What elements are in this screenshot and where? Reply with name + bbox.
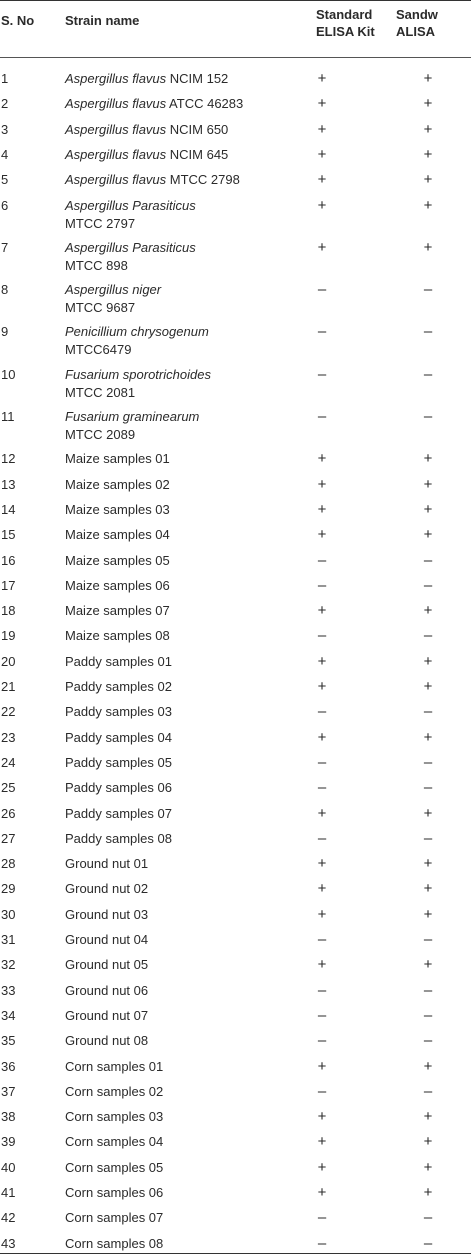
row-standard-result: + [317, 880, 327, 898]
header-sandwich-line2: ALISA [396, 24, 435, 39]
row-sandwich-result: + [423, 1184, 433, 1201]
row-sno: 9 [1, 324, 9, 340]
row-strain-name [65, 501, 305, 519]
strain-name-line1 [65, 830, 305, 848]
strain-code: Maize samples 02 [65, 476, 170, 492]
row-strain-name [65, 602, 305, 620]
strain-name-line1 [65, 982, 305, 1000]
row-sno: 42 [1, 1210, 16, 1226]
row-sno: 27 [1, 830, 16, 846]
row-sandwich-result: – [423, 829, 433, 847]
row-strain-name [65, 146, 305, 164]
row-sandwich-result: + [423, 120, 433, 138]
strain-code: Ground nut 05 [65, 957, 149, 973]
strain-species: Aspergillus Parasiticus [65, 197, 196, 213]
row-strain-name [65, 779, 305, 797]
row-strain-name [65, 956, 305, 974]
strain-name-line1 [65, 501, 305, 519]
row-strain-name [65, 906, 305, 924]
strain-code: MTCC 2798 [166, 172, 240, 188]
row-standard-result: + [317, 1184, 327, 1201]
row-standard-result: – [317, 281, 327, 299]
strain-code: NCIM 645 [166, 146, 229, 162]
row-sandwich-result: + [423, 526, 433, 544]
row-strain-name [65, 880, 305, 898]
row-strain-name [65, 1133, 305, 1151]
row-strain-name [65, 450, 305, 468]
strain-name-line1 [65, 602, 305, 620]
header-standard-line2: ELISA Kit [316, 24, 375, 39]
row-sandwich-result: + [423, 602, 433, 620]
strain-name-line2: MTCC 2089 [65, 427, 136, 442]
strain-name-line1 [65, 1133, 305, 1151]
strain-code: Corn samples 02 [65, 1083, 164, 1099]
row-strain-name [65, 627, 305, 645]
strain-name-line1 [65, 577, 305, 595]
row-sandwich-result: + [423, 196, 433, 214]
row-strain-name [65, 121, 305, 139]
strain-name-line1 [65, 754, 305, 772]
strain-name-line1 [65, 95, 305, 113]
row-standard-result: – [317, 1234, 327, 1252]
strain-species: Fusarium graminearum [65, 409, 200, 424]
row-strain-name [65, 366, 305, 402]
row-sno: 23 [1, 729, 16, 745]
strain-name-line1 [65, 323, 305, 341]
row-sandwich-result: – [423, 365, 433, 383]
row-sno: 5 [1, 172, 9, 188]
row-standard-result: + [317, 956, 327, 974]
strain-name-line1 [65, 1184, 305, 1202]
row-strain-name [65, 197, 305, 233]
row-sno: 34 [1, 1007, 16, 1023]
strain-species: Fusarium sporotrichoides [65, 366, 211, 382]
strain-name-line1 [65, 805, 305, 823]
strain-name-line1 [65, 627, 305, 645]
row-standard-result: + [317, 905, 327, 923]
row-strain-name [65, 805, 305, 823]
row-sandwich-result: + [423, 500, 433, 518]
strain-name-line1 [65, 703, 305, 721]
row-sno: 18 [1, 603, 16, 619]
row-sandwich-result: – [423, 753, 433, 771]
strain-code: Corn samples 05 [65, 1159, 164, 1175]
row-strain-name [65, 1209, 305, 1227]
strain-name-line1 [65, 552, 305, 570]
row-strain-name [65, 1184, 305, 1202]
row-standard-result: – [317, 365, 327, 383]
row-standard-result: + [317, 238, 327, 256]
row-strain-name [65, 408, 305, 444]
row-sno: 21 [1, 679, 16, 694]
row-sno: 2 [1, 96, 9, 112]
row-sandwich-result: – [423, 1082, 433, 1100]
header-standard-elisa [316, 6, 375, 40]
row-standard-result: – [317, 753, 327, 771]
row-sandwich-result: + [423, 1133, 433, 1151]
row-sno: 29 [1, 881, 16, 897]
row-sno: 33 [1, 982, 16, 998]
row-strain-name [65, 1083, 305, 1101]
header-sandwich-line1: Sandw [396, 7, 438, 22]
row-sno: 15 [1, 527, 16, 543]
row-sno: 39 [1, 1134, 16, 1150]
strain-species: Aspergillus flavus [65, 172, 167, 188]
row-sno: 41 [1, 1185, 16, 1200]
strain-code: NCIM 152 [166, 71, 229, 86]
row-sandwich-result: + [423, 238, 433, 256]
row-sandwich-result: – [423, 1209, 433, 1227]
row-sno: 3 [1, 121, 9, 137]
row-strain-name [65, 1108, 305, 1126]
row-sandwich-result: – [423, 323, 433, 341]
row-strain-name [65, 754, 305, 772]
strain-species: Aspergillus flavus [65, 121, 167, 137]
strain-name-line1 [65, 653, 305, 671]
header-sno: S. No [1, 13, 35, 28]
row-sandwich-result: – [423, 408, 433, 425]
strain-code: Corn samples 06 [65, 1185, 164, 1200]
row-standard-result: – [317, 1209, 327, 1227]
strain-name-line1 [65, 1209, 305, 1227]
row-standard-result: + [317, 120, 327, 138]
row-sno: 38 [1, 1109, 16, 1125]
row-strain-name [65, 703, 305, 721]
row-standard-result: – [317, 323, 327, 341]
row-sandwich-result: + [423, 1108, 433, 1126]
row-strain-name [65, 1159, 305, 1177]
strain-name-line1 [65, 70, 305, 88]
strain-code: Paddy samples 03 [65, 704, 172, 720]
strain-name-line2: MTCC 9687 [65, 300, 136, 316]
strain-code: Paddy samples 02 [65, 679, 172, 694]
strain-code: Paddy samples 08 [65, 830, 172, 846]
row-standard-result: + [317, 95, 327, 113]
strain-name-line2: MTCC6479 [65, 342, 132, 358]
row-standard-result: + [317, 145, 327, 163]
strain-code: Corn samples 04 [65, 1134, 164, 1150]
strain-code: Ground nut 08 [65, 1033, 149, 1049]
row-sno: 32 [1, 957, 16, 973]
row-sandwich-result: – [423, 981, 433, 999]
strain-name-line1 [65, 476, 305, 494]
row-sno: 22 [1, 704, 16, 720]
row-sandwich-result: + [423, 880, 433, 898]
row-standard-result: + [317, 652, 327, 670]
row-standard-result: + [317, 526, 327, 544]
strain-name-line1 [65, 197, 305, 215]
row-standard-result: – [317, 1082, 327, 1100]
row-standard-result: + [317, 500, 327, 518]
strain-species: Aspergillus flavus [65, 96, 167, 112]
strain-code: Ground nut 01 [65, 856, 149, 872]
row-sno: 25 [1, 780, 16, 796]
strain-name-line1 [65, 1159, 305, 1177]
row-sno: 19 [1, 628, 16, 644]
strain-name-line1 [65, 906, 305, 924]
row-standard-result: + [317, 1133, 327, 1151]
row-strain-name [65, 281, 305, 317]
row-strain-name [65, 855, 305, 873]
row-sandwich-result: – [423, 576, 433, 594]
header-strain-name: Strain name [65, 13, 140, 28]
row-sno: 36 [1, 1058, 16, 1074]
row-sno: 7 [1, 239, 9, 255]
row-standard-result: + [317, 804, 327, 822]
row-standard-result: + [317, 1108, 327, 1126]
row-sno: 35 [1, 1033, 16, 1049]
strain-name-line1 [65, 526, 305, 544]
strain-name-line1 [65, 239, 305, 257]
row-sandwich-result: + [423, 70, 433, 87]
row-sno: 12 [1, 451, 16, 467]
strain-species: Aspergillus flavus [65, 71, 167, 86]
row-standard-result: – [317, 829, 327, 847]
strain-name-line1 [65, 956, 305, 974]
strain-name-line2: MTCC 2797 [65, 215, 136, 231]
row-strain-name [65, 830, 305, 848]
row-sandwich-result: + [423, 1158, 433, 1176]
row-sandwich-result: – [423, 281, 433, 299]
strain-code: Maize samples 01 [65, 451, 170, 467]
row-sandwich-result: + [423, 95, 433, 113]
row-standard-result: – [317, 551, 327, 569]
row-strain-name [65, 1032, 305, 1050]
row-sandwich-result: – [423, 1006, 433, 1024]
row-sno: 16 [1, 552, 16, 568]
strain-code: Maize samples 04 [65, 527, 170, 543]
strain-species: Aspergillus flavus [65, 146, 167, 162]
row-strain-name [65, 1058, 305, 1076]
header-sandwich-alisa [396, 6, 438, 40]
strain-name-line1 [65, 1058, 305, 1076]
row-standard-result: + [317, 1158, 327, 1176]
row-sandwich-result: + [423, 450, 433, 468]
strain-name-line1 [65, 1032, 305, 1050]
strain-code: Paddy samples 06 [65, 780, 172, 796]
strain-name-line1 [65, 171, 305, 189]
strain-code: Ground nut 07 [65, 1007, 149, 1023]
row-strain-name [65, 653, 305, 671]
row-sno: 40 [1, 1159, 16, 1175]
strain-code: Maize samples 08 [65, 628, 170, 644]
row-strain-name [65, 729, 305, 747]
row-standard-result: + [317, 728, 327, 746]
row-sandwich-result: + [423, 678, 433, 695]
row-sandwich-result: + [423, 905, 433, 923]
row-strain-name [65, 526, 305, 544]
row-sno: 31 [1, 932, 16, 947]
row-sno: 11 [1, 409, 15, 424]
row-sno: 1 [1, 71, 9, 86]
row-sno: 43 [1, 1235, 16, 1251]
row-sno: 26 [1, 805, 16, 821]
strain-name-line2: MTCC 2081 [65, 384, 136, 400]
strain-name-line1 [65, 450, 305, 468]
strain-code: Ground nut 04 [65, 932, 149, 947]
row-sno: 8 [1, 282, 9, 298]
row-standard-result: + [317, 171, 327, 189]
row-standard-result: – [317, 576, 327, 594]
row-sandwich-result: – [423, 551, 433, 569]
strain-name-line1 [65, 1007, 305, 1025]
row-sandwich-result: + [423, 652, 433, 670]
strain-code: Ground nut 03 [65, 906, 149, 922]
row-sandwich-result: – [423, 703, 433, 721]
strain-name-line1 [65, 146, 305, 164]
strain-code: Paddy samples 01 [65, 653, 172, 669]
strain-name-line1 [65, 408, 305, 426]
row-standard-result: + [317, 196, 327, 214]
strain-code: Ground nut 02 [65, 881, 149, 897]
row-standard-result: – [317, 408, 327, 425]
row-sandwich-result: + [423, 475, 433, 493]
row-sno: 28 [1, 856, 16, 872]
row-sandwich-result: – [423, 779, 433, 797]
row-strain-name [65, 982, 305, 1000]
row-sno: 6 [1, 197, 9, 213]
row-sno: 17 [1, 577, 16, 593]
strain-code: Ground nut 06 [65, 982, 149, 998]
row-strain-name [65, 1007, 305, 1025]
top-rule [0, 0, 471, 1]
row-standard-result: – [317, 931, 327, 948]
strain-code: Corn samples 08 [65, 1235, 164, 1251]
row-sno: 20 [1, 653, 16, 669]
row-sandwich-result: + [423, 728, 433, 746]
strain-code: Corn samples 03 [65, 1109, 164, 1125]
row-standard-result: + [317, 1057, 327, 1075]
row-strain-name [65, 239, 305, 275]
row-standard-result: – [317, 1032, 327, 1050]
strain-name-line1 [65, 281, 305, 299]
strain-name-line1 [65, 855, 305, 873]
row-strain-name [65, 476, 305, 494]
row-sno: 14 [1, 501, 16, 517]
row-standard-result: + [317, 855, 327, 873]
row-standard-result: + [317, 678, 327, 695]
row-sandwich-result: + [423, 804, 433, 822]
strain-name-line1 [65, 1235, 305, 1253]
strain-code: Paddy samples 05 [65, 754, 172, 770]
strain-code: ATCC 46283 [166, 96, 244, 112]
row-standard-result: – [317, 779, 327, 797]
row-standard-result: – [317, 627, 327, 645]
row-sandwich-result: – [423, 1234, 433, 1252]
strain-name-line1 [65, 729, 305, 747]
row-sandwich-result: – [423, 627, 433, 645]
header-standard-line1: Standard [316, 7, 373, 22]
strain-code: Maize samples 06 [65, 577, 170, 593]
strain-code: Maize samples 05 [65, 552, 170, 568]
row-strain-name [65, 1235, 305, 1253]
strain-code: Maize samples 07 [65, 603, 170, 619]
row-sandwich-result: + [423, 956, 433, 974]
strain-name-line2: MTCC 898 [65, 257, 128, 273]
header-rule [0, 57, 471, 58]
row-standard-result: – [317, 703, 327, 721]
row-sno: 13 [1, 476, 16, 492]
strain-name-line1 [65, 1108, 305, 1126]
row-sno: 4 [1, 146, 9, 162]
row-standard-result: – [317, 1006, 327, 1024]
strain-species: Aspergillus Parasiticus [65, 239, 196, 255]
row-sandwich-result: – [423, 1032, 433, 1050]
row-sandwich-result: + [423, 171, 433, 189]
strain-species: Penicillium chrysogenum [65, 324, 209, 340]
row-strain-name [65, 552, 305, 570]
row-sno: 24 [1, 754, 16, 770]
row-strain-name [65, 70, 305, 88]
strain-name-line1 [65, 779, 305, 797]
strain-code: Corn samples 07 [65, 1210, 164, 1226]
row-strain-name [65, 577, 305, 595]
row-strain-name [65, 931, 305, 949]
row-standard-result: – [317, 981, 327, 999]
row-sandwich-result: + [423, 145, 433, 163]
strain-name-line1 [65, 1083, 305, 1101]
row-sno: 10 [1, 366, 16, 382]
row-sandwich-result: + [423, 855, 433, 873]
strain-name-line1 [65, 366, 305, 384]
strain-name-line1 [65, 931, 305, 949]
row-strain-name [65, 171, 305, 189]
row-standard-result: + [317, 450, 327, 468]
strain-name-line1 [65, 678, 305, 696]
strain-name-line1 [65, 880, 305, 898]
strain-code: NCIM 650 [166, 121, 229, 137]
row-strain-name [65, 95, 305, 113]
row-strain-name [65, 678, 305, 696]
strain-species: Aspergillus niger [65, 282, 162, 298]
strain-code: Paddy samples 07 [65, 805, 172, 821]
strain-code: Maize samples 03 [65, 501, 170, 517]
strain-code: Corn samples 01 [65, 1058, 164, 1074]
row-sno: 37 [1, 1083, 16, 1099]
row-strain-name [65, 323, 305, 359]
strain-name-line1 [65, 121, 305, 139]
row-sandwich-result: + [423, 1057, 433, 1075]
row-sandwich-result: – [423, 931, 433, 948]
strain-code: Paddy samples 04 [65, 729, 172, 745]
row-standard-result: + [317, 602, 327, 620]
row-sno: 30 [1, 906, 16, 922]
row-standard-result: + [317, 70, 327, 87]
row-standard-result: + [317, 475, 327, 493]
